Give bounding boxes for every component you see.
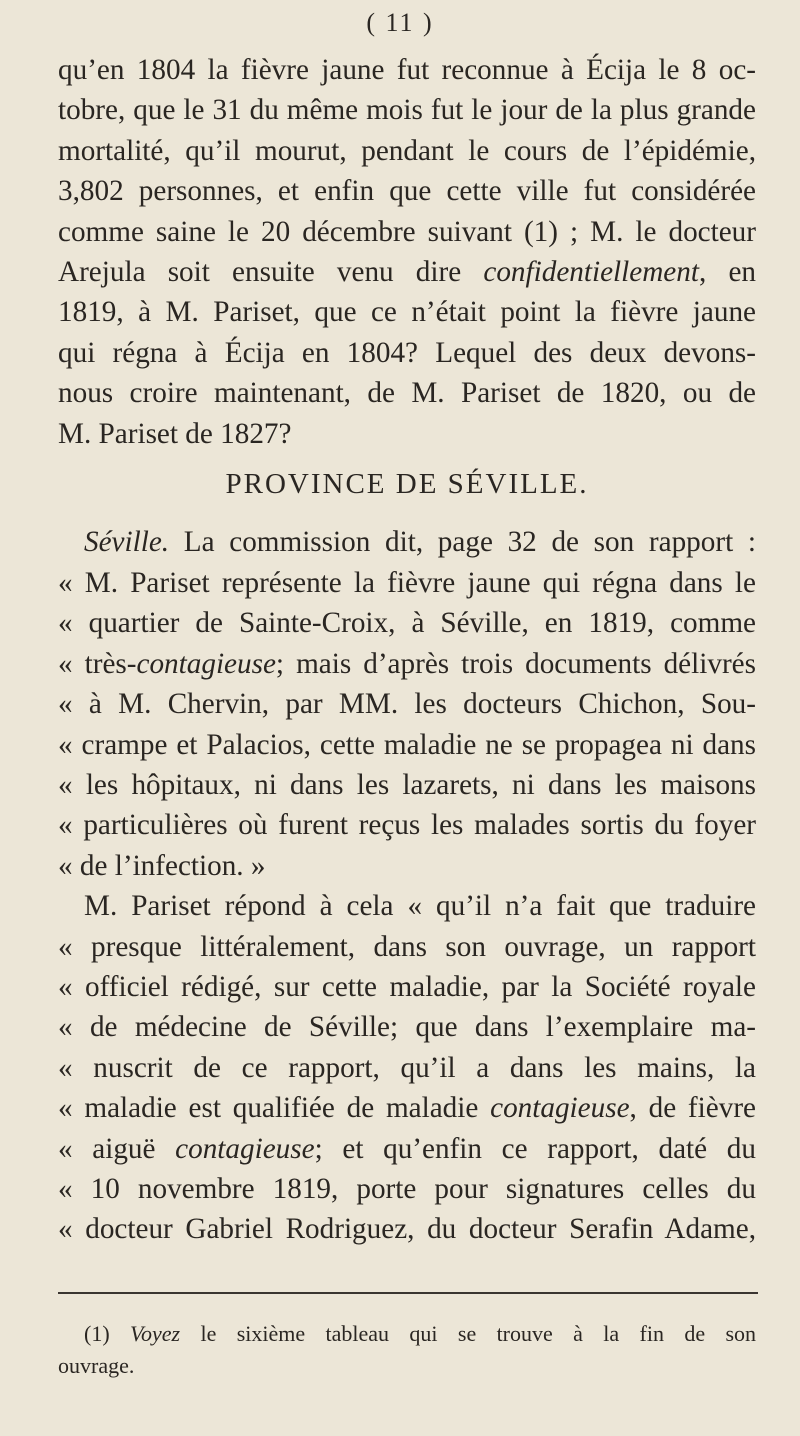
text-line: « officiel rédigé, sur cette maladie, par la Société royale [58,970,756,1003]
text-line: « maladie est qualifiée de maladie contagieuse, de fièvre [58,1092,756,1125]
text-line: M. Pariset de 1827? [58,417,292,450]
text-line: qui régna à Écija en 1804? Lequel des deux devons- [58,336,756,369]
text-line: comme saine le 20 décembre suivant (1) ; M. le docteur [58,215,756,248]
paragraph-3 [58,886,756,1250]
text-line: tobre, que le 31 du même mois fut le jour de la plus grande [58,94,756,127]
text-line: « particulières où furent reçus les malades sortis du foyer [58,809,756,842]
text-line: 1819, à M. Pariset, que ce n’était point la fièvre jaune [58,296,756,329]
text-line: « nuscrit de ce rapport, qu’il a dans les mains, la [58,1051,756,1084]
text-line: « de l’infection. » [58,849,266,882]
text-line: « quartier de Sainte-Croix, à Séville, en 1819, comme [58,607,756,640]
text-line: « aiguë contagieuse; et qu’enfin ce rapport, daté du [58,1132,756,1165]
text-line: Séville. La commission dit, page 32 de son rapport : [84,526,756,559]
paragraph-2 [58,522,756,886]
text-line: « presque littéralement, dans son ouvrage, un rapport [58,930,756,963]
text-line: « 10 novembre 1819, porte pour signatures celles du [58,1172,756,1205]
text-line: « à M. Chervin, par MM. les docteurs Chichon, Sou- [58,688,756,721]
page-number: ( 11 ) [366,8,434,37]
section-heading: PROVINCE DE SÉVILLE. [225,468,589,501]
text-line: qu’en 1804 la fièvre jaune fut reconnue à Écija le 8 oc- [58,54,756,86]
text-line: Arejula soit ensuite venu dire confidentiellement, en [58,256,756,289]
text-line: 3,802 personnes, et enfin que cette ville fut considérée [58,175,756,208]
text-line: « docteur Gabriel Rodriguez, du docteur Serafin Adame, [58,1213,756,1246]
text-line: « les hôpitaux, ni dans les lazarets, ni dans les maisons [58,768,756,801]
footnote-rule [58,1292,758,1294]
text-line: « crampe et Palacios, cette maladie ne se propagea ni dans [58,728,756,761]
text-line: nous croire maintenant, de M. Pariset de 1820, ou de [58,377,756,410]
page-body [58,50,756,1250]
text-line: mortalité, qu’il mourut, pendant le cours de l’épidémie, [58,134,756,167]
text-line: « M. Pariset représente la fièvre jaune qui régna dans le [58,566,756,599]
text-line: M. Pariset répond à cela « qu’il n’a fait que traduire [84,890,756,923]
paragraph-1 [58,50,756,454]
text-line: « très-contagieuse; mais d’après trois documents délivrés [58,647,756,680]
footnote [58,1318,756,1382]
footnote-line: ouvrage. [58,1353,135,1378]
footnote-line: (1) Voyez le sixième tableau qui se trouve à la fin de son [84,1321,757,1346]
text-line: « de médecine de Séville; que dans l’exemplaire ma- [58,1011,756,1044]
